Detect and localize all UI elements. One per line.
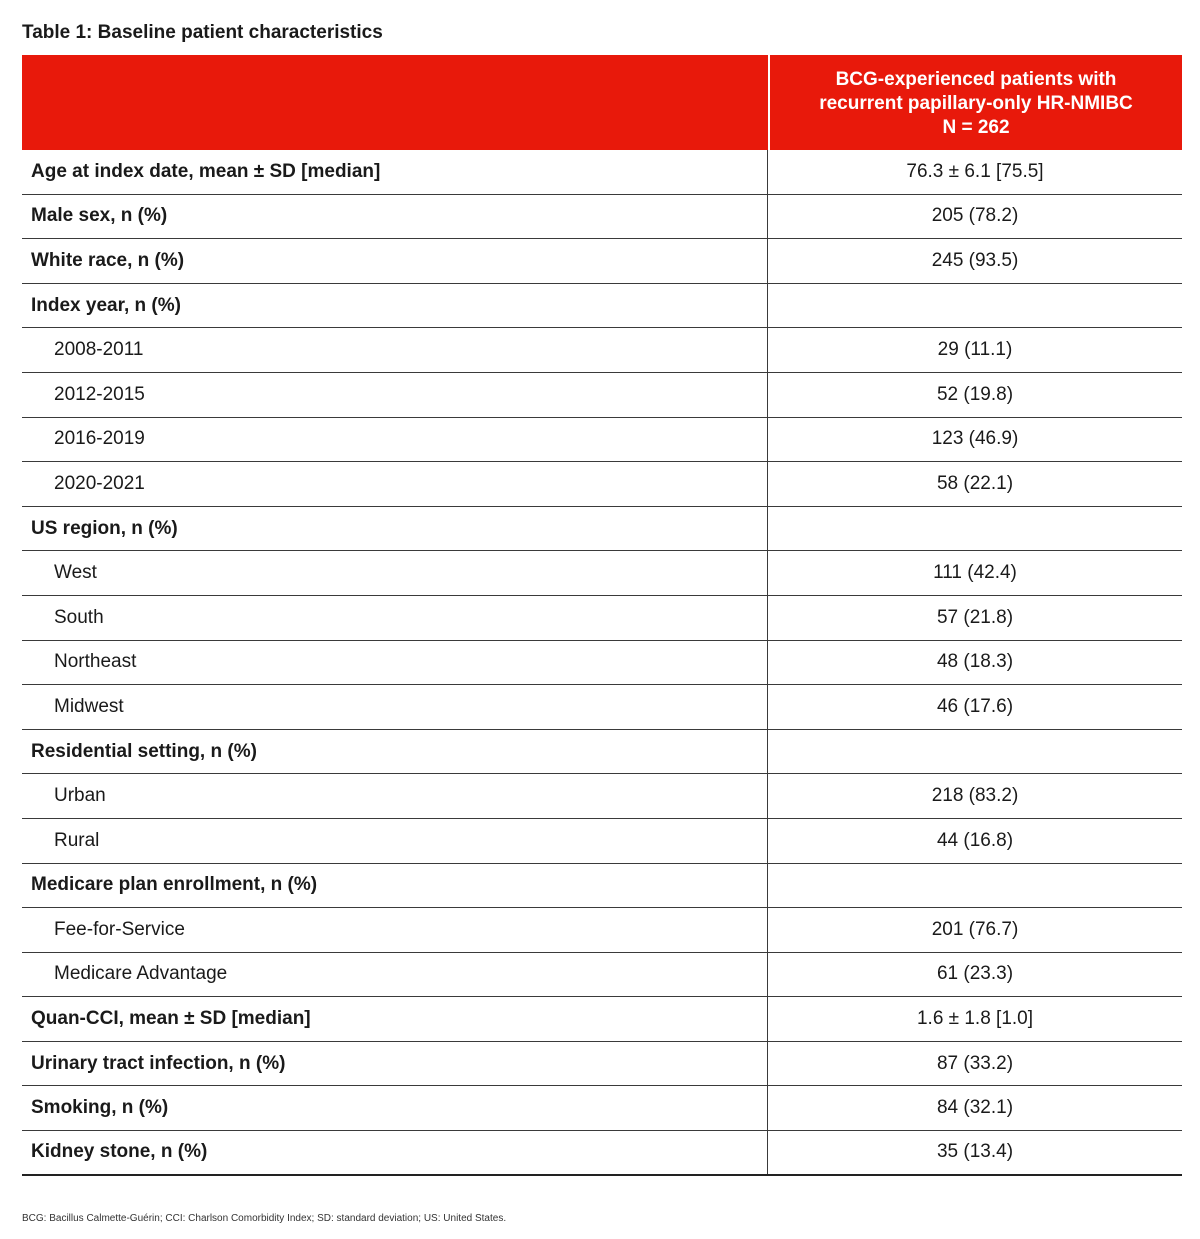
row-sublabel: Midwest — [22, 685, 768, 729]
row-sublabel: 2016-2019 — [22, 418, 768, 462]
row-label: Male sex, n (%) — [22, 195, 768, 239]
row-label: Quan-CCI, mean ± SD [median] — [22, 997, 768, 1041]
row-sublabel: 2020-2021 — [22, 462, 768, 506]
header-empty-cell — [22, 55, 770, 150]
table-row — [22, 507, 1182, 552]
header-line-2: recurrent papillary-only HR-NMIBC — [819, 92, 1133, 114]
baseline-characteristics-table — [22, 55, 1182, 1176]
row-value: 57 (21.8) — [936, 606, 1014, 628]
row-value: 87 (33.2) — [936, 1052, 1014, 1074]
row-sublabel: Medicare Advantage — [22, 953, 768, 997]
row-value: 84 (32.1) — [936, 1097, 1014, 1119]
table-header-row — [22, 55, 1182, 150]
row-sublabel: Fee-for-Service — [22, 908, 768, 952]
row-label: Age at index date, mean ± SD [median] — [22, 150, 768, 194]
table-row — [22, 150, 1182, 195]
row-value: 205 (78.2) — [931, 205, 1019, 227]
row-label: Index year, n (%) — [22, 284, 768, 328]
row-sublabel: South — [22, 596, 768, 640]
row-value — [768, 284, 1182, 328]
table-row — [22, 596, 1182, 641]
table-caption: Table 1: Baseline patient characteristics — [22, 22, 383, 43]
row-value: 58 (22.1) — [936, 472, 1014, 494]
row-value — [768, 864, 1182, 908]
row-label: Kidney stone, n (%) — [22, 1131, 768, 1174]
row-value: 29 (11.1) — [937, 339, 1013, 361]
row-label: Residential setting, n (%) — [22, 730, 768, 774]
row-value — [768, 507, 1182, 551]
row-value: 61 (23.3) — [936, 963, 1014, 985]
row-value: 46 (17.6) — [936, 695, 1014, 717]
row-label: Urinary tract infection, n (%) — [22, 1042, 768, 1086]
table-row — [22, 908, 1182, 953]
table-row — [22, 819, 1182, 864]
row-value: 201 (76.7) — [931, 918, 1019, 940]
row-label: Medicare plan enrollment, n (%) — [22, 864, 768, 908]
header-cohort-cell — [770, 55, 1182, 150]
row-label: Smoking, n (%) — [22, 1086, 768, 1130]
table-row — [22, 462, 1182, 507]
table-row — [22, 1042, 1182, 1087]
table-footnote: BCG: Bacillus Calmette-Guérin; CCI: Charlson Comorbidity Index; SD: standard deviation; US: United States. — [22, 1213, 507, 1224]
row-value: 123 (46.9) — [931, 428, 1019, 450]
row-value: 35 (13.4) — [936, 1141, 1014, 1163]
row-value: 44 (16.8) — [936, 829, 1014, 851]
row-sublabel: Urban — [22, 774, 768, 818]
table-row — [22, 328, 1182, 373]
row-sublabel: West — [22, 551, 768, 595]
table-row — [22, 239, 1182, 284]
row-sublabel: 2008-2011 — [22, 328, 768, 372]
table-row — [22, 284, 1182, 329]
row-value — [768, 730, 1182, 774]
header-line-3: N = 262 — [942, 116, 1010, 138]
table-row — [22, 864, 1182, 909]
table-row — [22, 551, 1182, 596]
table-row — [22, 1086, 1182, 1131]
row-sublabel: 2012-2015 — [22, 373, 768, 417]
row-value: 52 (19.8) — [936, 383, 1014, 405]
row-value: 245 (93.5) — [931, 249, 1019, 271]
row-value: 218 (83.2) — [931, 785, 1019, 807]
row-value: 48 (18.3) — [936, 651, 1014, 673]
row-sublabel: Rural — [22, 819, 768, 863]
table-body — [22, 150, 1182, 1176]
row-sublabel: Northeast — [22, 641, 768, 685]
table-row — [22, 685, 1182, 730]
row-label: White race, n (%) — [22, 239, 768, 283]
table-row — [22, 997, 1182, 1042]
table-row — [22, 373, 1182, 418]
table-row — [22, 418, 1182, 463]
table-row — [22, 1131, 1182, 1176]
table-row — [22, 953, 1182, 998]
table-row — [22, 774, 1182, 819]
table-row — [22, 730, 1182, 775]
row-value: 1.6 ± 1.8 [1.0] — [916, 1008, 1034, 1030]
row-value: 76.3 ± 6.1 [75.5] — [906, 160, 1044, 182]
table-row — [22, 641, 1182, 686]
table-row — [22, 195, 1182, 240]
row-label: US region, n (%) — [22, 507, 768, 551]
row-value: 111 (42.4) — [933, 562, 1017, 584]
header-line-1: BCG-experienced patients with — [835, 68, 1117, 90]
